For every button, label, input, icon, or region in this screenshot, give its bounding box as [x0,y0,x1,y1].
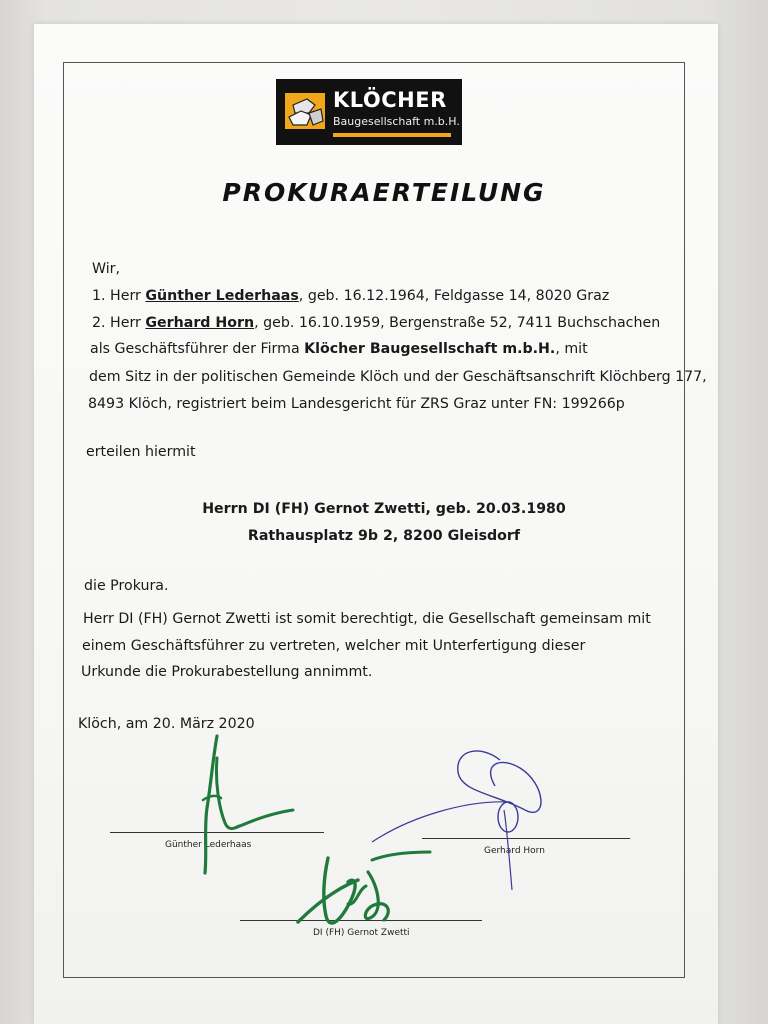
document-title: PROKURAERTEILUNG [222,178,546,207]
person-2-name: Gerhard Horn [145,315,255,331]
body-line-3: einem Geschäftsführer zu vertreten, welcher mit Unterfertigung dieser [82,638,586,654]
body-line-4: Urkunde die Prokurabestellung annimmt. [81,664,373,680]
person-1-details: , geb. 16.12.1964, Feldgasse 14, 8020 Graz [298,288,610,304]
seat-line-2: 8493 Klöch, registriert beim Landesgericht für ZRS Graz unter FN: 199266p [88,396,625,412]
signature-label-right: Gerhard Horn [484,846,545,856]
person-1-line [92,288,609,304]
grant-phrase: erteilen hiermit [86,444,196,460]
recipient-line-2: Rathausplatz 9b 2, 8200 Gleisdorf [247,528,521,544]
signature-zwetti [288,846,438,944]
intro-text: Wir, [92,261,121,277]
recipient-line-1: Herrn DI (FH) Gernot Zwetti, geb. 20.03.1980 [202,501,566,517]
place-date: Klöch, am 20. März 2020 [78,716,255,732]
logo-accent-bar [333,133,451,137]
logo-name: KLÖCHER [333,88,447,112]
body-line-1: die Prokura. [84,578,169,594]
logo-stone-icon [285,91,327,131]
person-1-prefix: 1. Herr [92,288,146,304]
person-1-name: Günther Lederhaas [145,288,299,304]
seat-line-1: dem Sitz in der politischen Gemeinde Klöch und der Geschäftsanschrift Klöchberg 177, [89,369,707,385]
company-name: Klöcher Baugesellschaft m.b.H. [304,341,556,357]
person-2-prefix: 2. Herr [92,315,146,331]
signature-label-left: Günther Lederhaas [165,840,252,850]
company-suffix: , mit [555,341,588,357]
logo-subtitle: Baugesellschaft m.b.H. [333,115,460,128]
company-prefix: als Geschäftsführer der Firma [90,341,305,357]
body-line-2: Herr DI (FH) Gernot Zwetti ist somit berechtigt, die Gesellschaft gemeinsam mit [83,611,651,627]
company-line [90,341,588,357]
person-2-line [92,315,660,331]
company-logo [276,79,462,145]
person-2-details: , geb. 16.10.1959, Bergenstraße 52, 7411 Buchschachen [254,315,661,331]
signature-label-bottom: DI (FH) Gernot Zwetti [313,928,410,938]
